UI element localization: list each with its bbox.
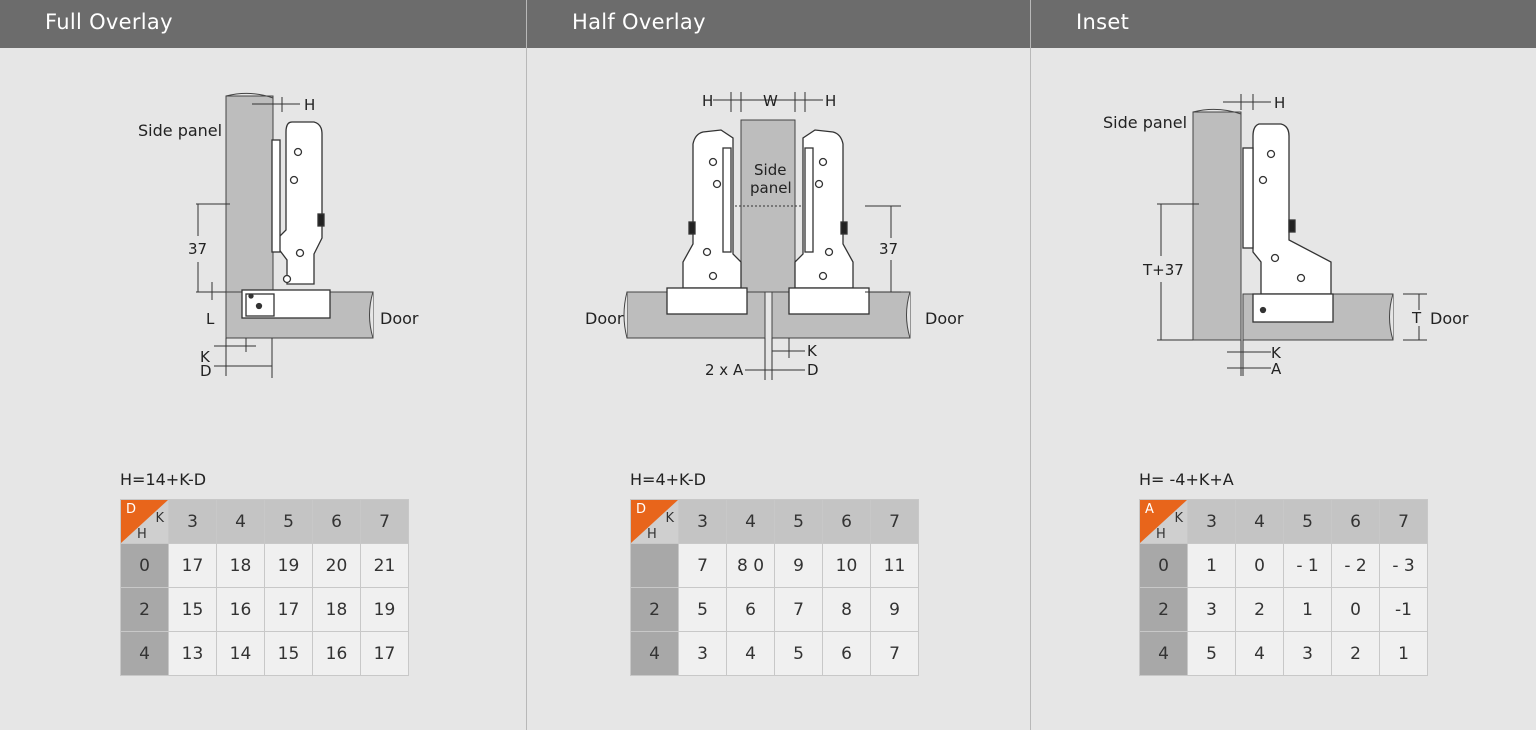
- table-cell: 18: [313, 588, 361, 632]
- side-panel-shape: [226, 96, 273, 292]
- table-cell: 8: [823, 588, 871, 632]
- panel-title: Half Overlay: [572, 10, 706, 34]
- row-header: 4: [631, 632, 679, 676]
- table-cell: 13: [169, 632, 217, 676]
- label-l: L: [206, 310, 215, 328]
- row-header: [631, 544, 679, 588]
- panel-title: Full Overlay: [45, 10, 173, 34]
- hinge-left-shape: [667, 130, 747, 314]
- hinge-shape: [1243, 124, 1333, 322]
- lookup-table-full-overlay: [120, 499, 409, 676]
- table-cell: 7: [775, 588, 823, 632]
- column-header: 3: [679, 500, 727, 544]
- row-header: 0: [121, 544, 169, 588]
- table-cell: 16: [217, 588, 265, 632]
- label-door-left: Door: [585, 309, 624, 328]
- table-cell: 7: [679, 544, 727, 588]
- table-cell: 21: [361, 544, 409, 588]
- table-cell: 6: [823, 632, 871, 676]
- label-dim-37: 37: [879, 240, 899, 258]
- label-door: Door: [380, 309, 419, 328]
- table-row: [1140, 588, 1428, 632]
- label-side: Side: [754, 161, 787, 179]
- column-header: 6: [823, 500, 871, 544]
- panel-inset: [1031, 0, 1536, 730]
- label-h-left: H: [702, 92, 714, 110]
- label-side-panel: Side panel: [138, 121, 223, 140]
- column-header: 5: [775, 500, 823, 544]
- table-row: [1140, 544, 1428, 588]
- table-cell: 4: [1236, 632, 1284, 676]
- table-cell: 15: [169, 588, 217, 632]
- column-header: 4: [217, 500, 265, 544]
- hinge-right-shape: [789, 130, 869, 314]
- table-cell: - 1: [1284, 544, 1332, 588]
- label-k: K: [1271, 344, 1281, 362]
- table-row: [121, 632, 409, 676]
- table-cell: 9: [871, 588, 919, 632]
- table-cell: 10: [823, 544, 871, 588]
- table-cell: 17: [169, 544, 217, 588]
- label-t: T: [1412, 309, 1422, 327]
- label-panel: panel: [750, 179, 792, 197]
- label-dim-t37: T+37: [1143, 261, 1184, 279]
- table-corner: D K H: [631, 500, 679, 544]
- label-dim-37: 37: [188, 240, 208, 258]
- panel-header: [527, 0, 1030, 48]
- formula-inset: H= -4+K+A: [1139, 470, 1234, 489]
- table-cell: 0: [1332, 588, 1380, 632]
- column-header: 4: [1236, 500, 1284, 544]
- column-header: 5: [265, 500, 313, 544]
- inset-diagram: [1031, 48, 1536, 408]
- column-header: 5: [1284, 500, 1332, 544]
- panel-header: [1031, 0, 1536, 48]
- table-cell: 3: [1188, 588, 1236, 632]
- panel-half-overlay: [527, 0, 1030, 730]
- table-cell: 1: [1188, 544, 1236, 588]
- table-corner: A K H: [1140, 500, 1188, 544]
- row-header: 2: [121, 588, 169, 632]
- column-header: 7: [871, 500, 919, 544]
- table-cell: 5: [775, 632, 823, 676]
- table-cell: 16: [313, 632, 361, 676]
- table-cell: 6: [727, 588, 775, 632]
- table-corner: D K H: [121, 500, 169, 544]
- column-header: 4: [727, 500, 775, 544]
- table-row: [1140, 632, 1428, 676]
- side-panel-shape: [1193, 112, 1241, 340]
- table-row: [631, 544, 919, 588]
- table-cell: 17: [361, 632, 409, 676]
- half-overlay-diagram: [527, 48, 1030, 408]
- row-header: 4: [121, 632, 169, 676]
- table-cell: 18: [217, 544, 265, 588]
- table-cell: 0: [1236, 544, 1284, 588]
- row-header: 0: [1140, 544, 1188, 588]
- table-row: [121, 588, 409, 632]
- panel-header: [0, 0, 526, 48]
- label-k: K: [807, 342, 817, 360]
- panel-full-overlay: [0, 0, 526, 730]
- column-header: 3: [1188, 500, 1236, 544]
- table-cell: 2: [1236, 588, 1284, 632]
- lookup-table-half-overlay: [630, 499, 919, 676]
- table-cell: 17: [265, 588, 313, 632]
- table-row: [121, 544, 409, 588]
- table-cell: 7: [871, 632, 919, 676]
- label-door: Door: [1430, 309, 1469, 328]
- table-cell: 19: [361, 588, 409, 632]
- table-cell: 5: [1188, 632, 1236, 676]
- full-overlay-diagram: [0, 48, 526, 408]
- table-cell: 4: [727, 632, 775, 676]
- row-header: 2: [631, 588, 679, 632]
- panel-title: Inset: [1076, 10, 1130, 34]
- table-cell: - 2: [1332, 544, 1380, 588]
- label-door-right: Door: [925, 309, 964, 328]
- table-cell: 19: [265, 544, 313, 588]
- table-cell: 15: [265, 632, 313, 676]
- table-cell: 20: [313, 544, 361, 588]
- label-d: D: [807, 361, 819, 379]
- column-header: 3: [169, 500, 217, 544]
- label-h-right: H: [825, 92, 837, 110]
- table-cell: 9: [775, 544, 823, 588]
- column-header: 7: [1380, 500, 1428, 544]
- formula-full-overlay: H=14+K-D: [120, 470, 207, 489]
- table-cell: 5: [679, 588, 727, 632]
- label-w: W: [763, 92, 778, 110]
- label-d: D: [200, 362, 212, 380]
- row-header: 4: [1140, 632, 1188, 676]
- table-cell: 2: [1332, 632, 1380, 676]
- column-header: 6: [313, 500, 361, 544]
- table-cell: - 3: [1380, 544, 1428, 588]
- table-cell: 1: [1380, 632, 1428, 676]
- row-header: 2: [1140, 588, 1188, 632]
- table-cell: -1: [1380, 588, 1428, 632]
- table-cell: 11: [871, 544, 919, 588]
- table-cell: 8 0: [727, 544, 775, 588]
- table-cell: 14: [217, 632, 265, 676]
- label-side-panel: Side panel: [1103, 113, 1188, 132]
- label-k: K: [200, 348, 210, 366]
- label-a: A: [1271, 360, 1282, 378]
- column-header: 6: [1332, 500, 1380, 544]
- formula-half-overlay: H=4+K-D: [630, 470, 706, 489]
- table-row: [631, 588, 919, 632]
- label-2xa: 2 x A: [705, 361, 744, 379]
- label-h: H: [1274, 94, 1286, 112]
- lookup-table-inset: [1139, 499, 1428, 676]
- table-cell: 1: [1284, 588, 1332, 632]
- label-h: H: [304, 96, 316, 114]
- column-header: 7: [361, 500, 409, 544]
- table-cell: 3: [679, 632, 727, 676]
- table-row: [631, 632, 919, 676]
- table-cell: 3: [1284, 632, 1332, 676]
